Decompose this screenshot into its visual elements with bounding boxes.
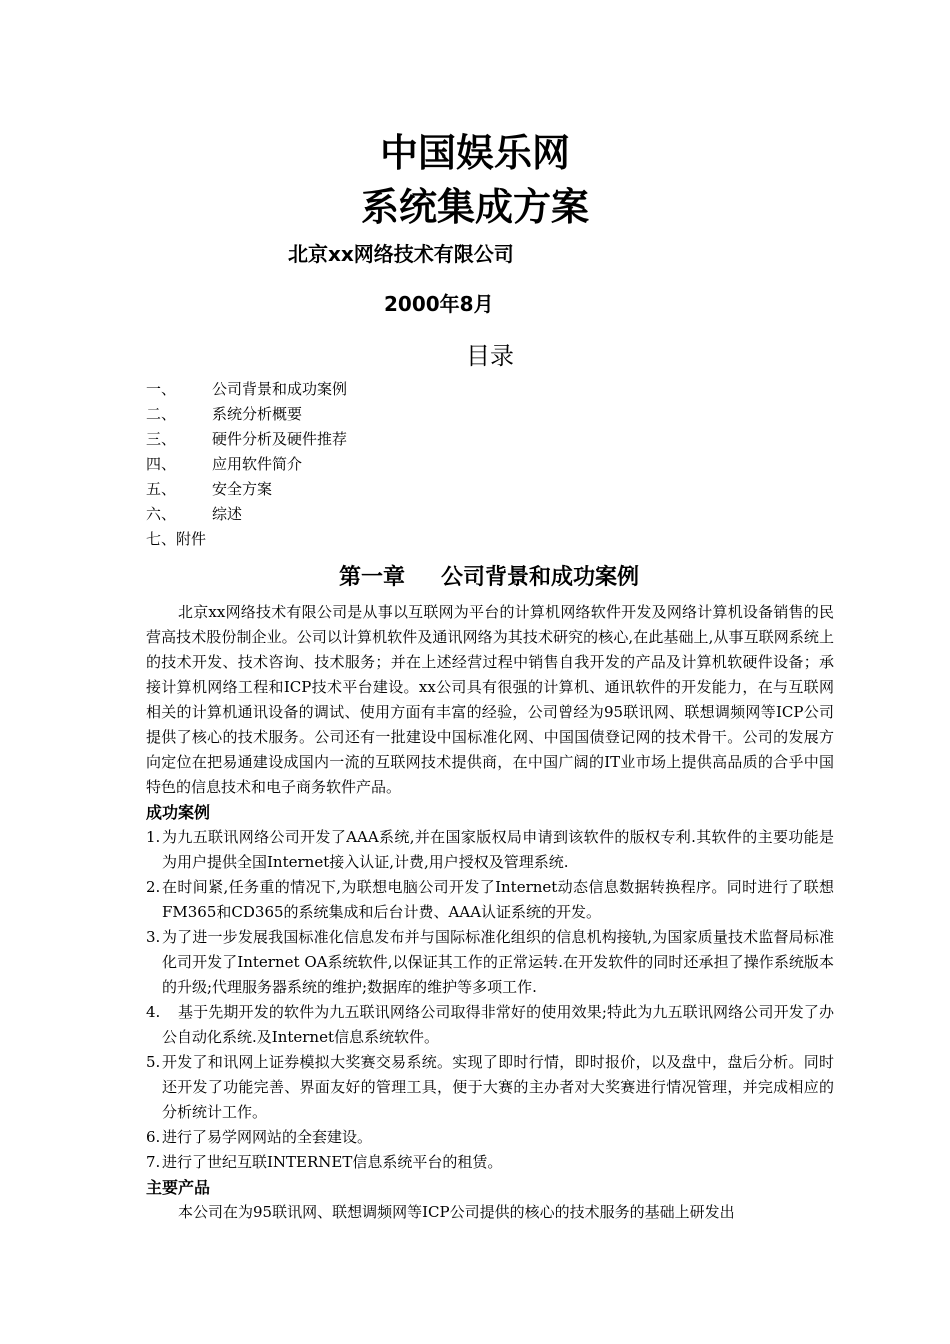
list-item-text: 为九五联讯网络公司开发了AAA系统,并在国家版权局申请到该软件的版权专利.其软件的主要功能是为用户提供全国Internet接入认证,计费,用户授权及管理系统. bbox=[162, 828, 834, 871]
toc-item bbox=[146, 402, 347, 427]
toc-item-number: 五、 bbox=[146, 480, 177, 498]
list-item bbox=[146, 1050, 834, 1125]
list-item-number: 5. bbox=[146, 1053, 161, 1071]
list-item-text: 在时间紧,任务重的情况下,为联想电脑公司开发了Internet动态信息数据转换程序。同时进行了联想FM365和CD365的系统集成和后台计费、AAA认证系统的开发。 bbox=[162, 878, 834, 921]
list-item bbox=[146, 1125, 834, 1150]
table-of-contents bbox=[146, 377, 347, 552]
list-item-number: 3. bbox=[146, 928, 161, 946]
toc-item-number: 四、 bbox=[146, 455, 177, 473]
list-item-number: 2. bbox=[146, 878, 161, 896]
list-item-number: 1. bbox=[146, 828, 161, 846]
toc-item bbox=[146, 527, 347, 552]
toc-item-label: 应用软件简介 bbox=[212, 455, 303, 473]
document-date: 2000年8月 bbox=[384, 292, 494, 316]
toc-item-number: 六、 bbox=[146, 505, 177, 523]
company-name: 北京xx网络技术有限公司 bbox=[288, 242, 514, 266]
list-item bbox=[146, 925, 834, 1000]
toc-item-label: 综述 bbox=[212, 505, 243, 523]
list-item-number: 7. bbox=[146, 1153, 161, 1171]
intro-paragraph: 北京xx网络技术有限公司是从事以互联网为平台的计算机网络软件开发及网络计算机设备销售的民营高技术股份制企业。公司以计算机软件及通讯网络为其技术研究的核心,在此基础上,从事互联网系统上的技术开发、技术咨询、技术服务；并在上述经营过程中销售自我开发的产品及计算机软硬件设备；承接计算机网络工程和ICP技术平台建设。xx公司具有很强的计算机、通讯软件的开发能力，在与互联网相关的计算机通讯设备的调试、使用方面有丰富的经验，公司曾经为95联讯网、联想调频网等ICP公司提供了核心的技术服务。公司还有一批建设中国标准化网、中国国债登记网的技术骨干。公司的发展方向定位在把易通建设成国内一流的互联网技术提供商，在中国广阔的IT业市场上提供高品质的合乎中国特色的信息技术和电子商务软件产品。 bbox=[146, 603, 834, 796]
list-item bbox=[146, 1000, 834, 1050]
products-paragraph: 本公司在为95联讯网、联想调频网等ICP公司提供的核心的技术服务的基础上研发出 bbox=[178, 1203, 735, 1221]
products-heading: 主要产品 bbox=[146, 1178, 211, 1197]
toc-item-number: 三、 bbox=[146, 430, 177, 448]
toc-item-number: 七、附件 bbox=[146, 530, 207, 548]
toc-title: 目录 bbox=[466, 342, 514, 370]
list-item-text: 进行了世纪互联INTERNET信息系统平台的租赁。 bbox=[162, 1153, 503, 1171]
chapter-title: 公司背景和成功案例 bbox=[441, 565, 640, 590]
list-item bbox=[146, 825, 834, 875]
toc-item-label: 系统分析概要 bbox=[212, 405, 303, 423]
toc-item-label: 安全方案 bbox=[212, 480, 273, 498]
chapter-heading bbox=[0, 560, 950, 591]
toc-item bbox=[146, 502, 347, 527]
toc-item bbox=[146, 452, 347, 477]
list-item bbox=[146, 875, 834, 925]
list-item-text: 基于先期开发的软件为九五联讯网络公司取得非常好的使用效果;特此为九五联讯网络公司开发了办公自动化系统.及Internet信息系统软件。 bbox=[162, 1003, 834, 1046]
toc-item-number: 二、 bbox=[146, 405, 177, 423]
document-title-line2: 系统集成方案 bbox=[360, 185, 589, 229]
list-item-text: 为了进一步发展我国标准化信息发布并与国际标准化组织的信息机构接轨,为国家质量技术监督局标准化司开发了Internet OA系统软件,以保证其工作的正常运转.在开发软件的同时还承担了操作系统版本的升级;代理服务器系统的维护;数据库的维护等多项工作. bbox=[162, 928, 834, 996]
toc-item-number: 一、 bbox=[146, 380, 177, 398]
chapter-body bbox=[146, 600, 834, 1225]
toc-item bbox=[146, 427, 347, 452]
list-item-text: 进行了易学网网站的全套建设。 bbox=[162, 1128, 373, 1146]
list-item-text: 开发了和讯网上证券模拟大奖赛交易系统。实现了即时行情，即时报价，以及盘中，盘后分析。同时还开发了功能完善、界面友好的管理工具，便于大赛的主办者对大奖赛进行情况管理，并完成相应的分析统计工作。 bbox=[162, 1053, 834, 1121]
toc-item bbox=[146, 377, 347, 402]
list-item bbox=[146, 1150, 834, 1175]
toc-item-label: 硬件分析及硬件推荐 bbox=[212, 430, 348, 448]
chapter-label: 第一章 bbox=[338, 565, 405, 590]
toc-item-label: 公司背景和成功案例 bbox=[212, 380, 348, 398]
document-title-line1: 中国娱乐网 bbox=[379, 131, 570, 175]
toc-item bbox=[146, 477, 347, 502]
cases-heading: 成功案例 bbox=[146, 803, 211, 822]
list-item-number: 6. bbox=[146, 1128, 161, 1146]
list-item-number: 4. bbox=[146, 1003, 161, 1021]
